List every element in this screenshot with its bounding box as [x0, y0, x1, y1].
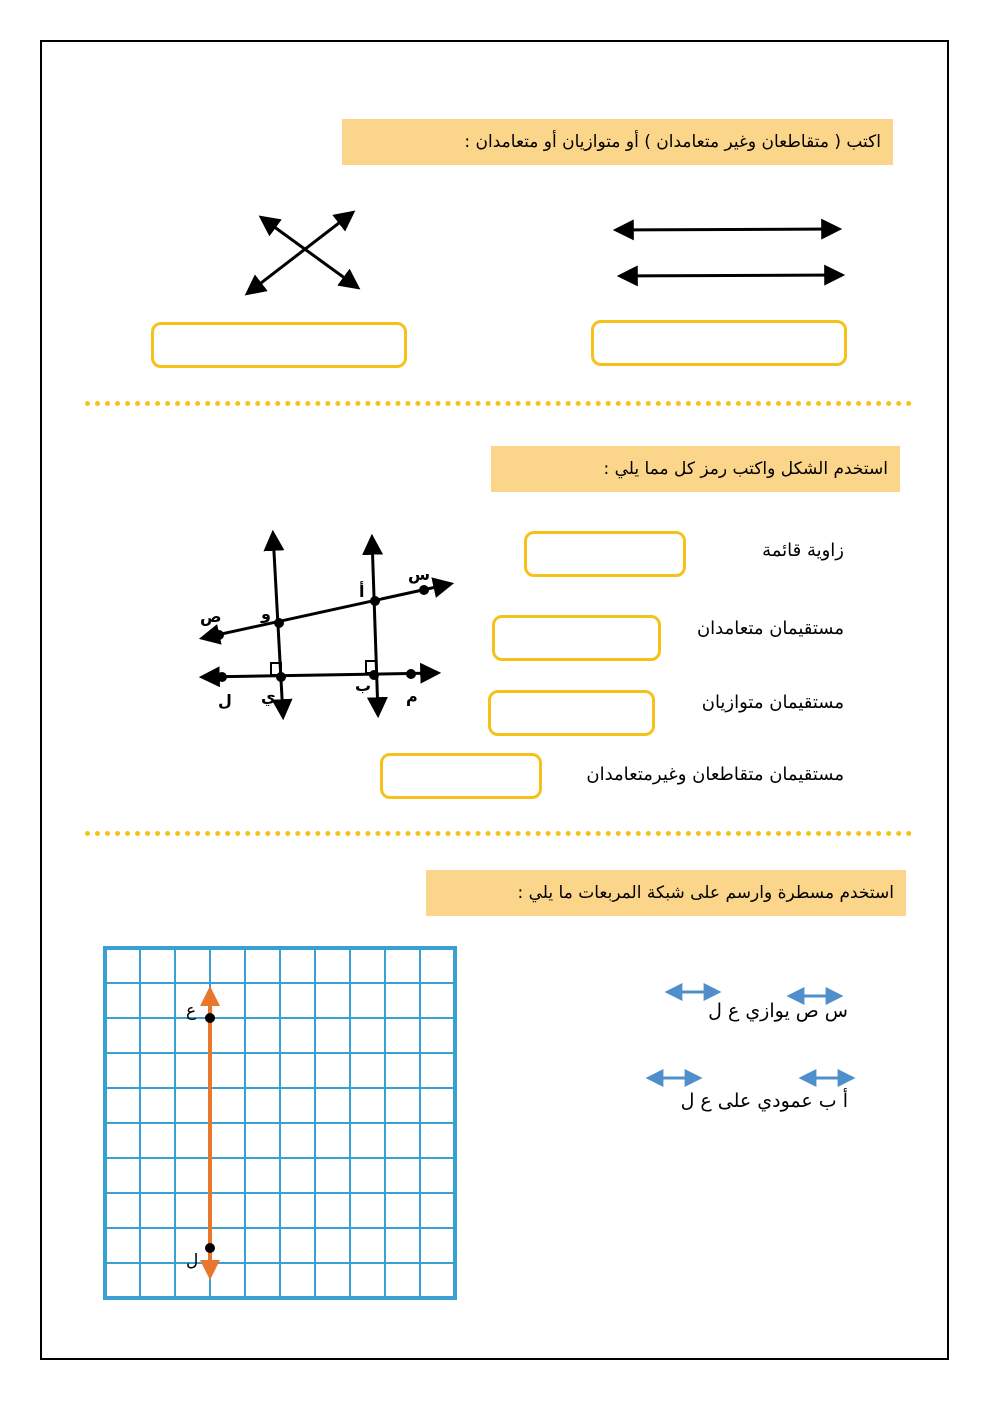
section3-instruction: استخدم مسطرة وارسم على شبكة المربعات ما يلي : [426, 870, 906, 916]
label-sad: ص [200, 607, 222, 626]
section2-instruction: استخدم الشكل واكتب رمز كل مما يلي : [491, 446, 900, 492]
task-perpendicular-label: أ ب عمودي على ع ل [680, 1090, 848, 1112]
item-right-angle-label: زاوية قائمة [762, 540, 844, 561]
item-parallel-label: مستقيمان متوازيان [701, 692, 844, 713]
grid-lines [105, 948, 455, 1298]
label-lam-grid: ل [186, 1251, 199, 1271]
point-ain [205, 1013, 215, 1023]
task-parallel-label: س ص يوازي ع ل [708, 1000, 848, 1022]
label-ya: ي [261, 687, 276, 706]
label-mim: م [406, 687, 418, 706]
label-ain: ع [186, 1001, 197, 1021]
item-perpendicular-label: مستقيمان متعامدان [696, 618, 844, 639]
label-s: س [408, 565, 431, 584]
label-ba: ب [355, 676, 372, 695]
label-waw: و [261, 604, 271, 623]
label-alif: أ [359, 582, 365, 601]
item-intersecting-label: مستقيمان متقاطعان وغيرمتعامدان [586, 764, 844, 785]
section1-instruction: اكتب ( متقاطعان وغير متعامدان ) أو متوازيان أو متعامدان : [342, 119, 893, 165]
point-lam-grid [205, 1243, 215, 1253]
label-lam: ل [218, 691, 232, 710]
